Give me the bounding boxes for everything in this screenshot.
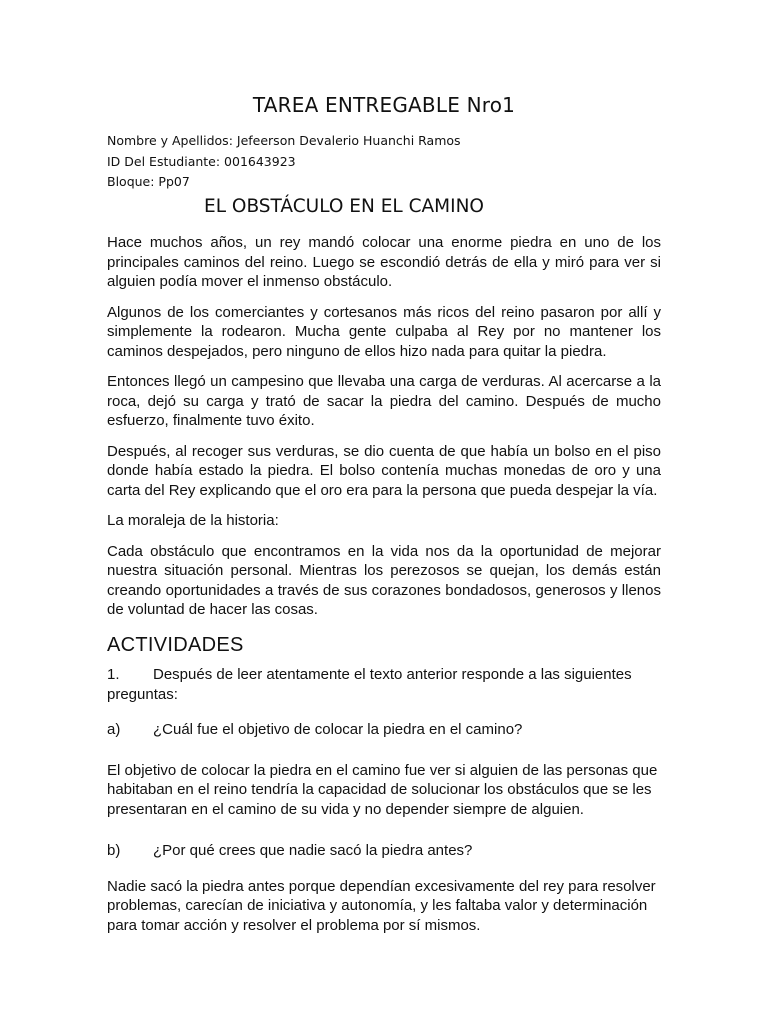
instruction-number: 1. [107, 666, 120, 683]
student-info [107, 131, 461, 193]
question-label: b) [107, 842, 121, 859]
question-text: ¿Cuál fue el objetivo de colocar la piedra en el camino? [153, 721, 523, 738]
answer-a: El objetivo de colocar la piedra en el camino fue ver si alguien de las personas que habitaban en el reino tendría la capacidad de solucionar los obstáculos que se les presentaran en el camino de su vida y no depender siempre de alguien. [107, 761, 658, 818]
activities-heading: ACTIVIDADES [107, 633, 244, 656]
moral-paragraph: Cada obstáculo que encontramos en la vida nos da la oportunidad de mejorar nuestra situación personal. Mientras los perezosos se quejan, los demás están creando oportunidades a través de sus corazones bondadosos, generosos y llenos de voluntad de hacer las cosas. [107, 542, 661, 618]
story-paragraph: Hace muchos años, un rey mandó colocar una enorme piedra en uno de los principales caminos del reino. Luego se escondió detrás de ella y miró para ver si alguien podía mover el inmenso obstáculo. [107, 234, 661, 290]
question-text: ¿Por qué crees que nadie sacó la piedra antes? [153, 842, 473, 859]
student-name: Nombre y Apellidos: Jefeerson Devalerio Huanchi Ramos [107, 133, 461, 148]
moral-label: La moraleja de la historia: [107, 512, 279, 529]
student-block: Bloque: Pp07 [107, 174, 190, 189]
answer-b: Nadie sacó la piedra antes porque dependían excesivamente del rey para resolver problemas, carecían de iniciativa y autonomía, y les faltaba valor y determinación para tomar acción y resolver el problema por sí mismos. [107, 877, 656, 934]
document-body [107, 233, 661, 946]
story-paragraph: Después, al recoger sus verduras, se dio cuenta de que había un bolso en el piso donde había estado la piedra. El bolso contenía muchas monedas de oro y una carta del Rey explicando que el oro era para la persona que pueda despejar la vía. [107, 442, 661, 499]
story-paragraph: Entonces llegó un campesino que llevaba una carga de verduras. Al acercarse a la roca, dejó su carga y trató de sacar la piedra del camino. Después de mucho esfuerzo, finalmente tuvo éxito. [107, 373, 661, 429]
question-a [107, 720, 661, 740]
question-b [107, 841, 661, 861]
student-id: ID Del Estudiante: 001643923 [107, 153, 296, 169]
story-title: EL OBSTÁCULO EN EL CAMINO [204, 196, 484, 217]
question-label: a) [107, 721, 121, 738]
assignment-title: TAREA ENTREGABLE Nro1 [252, 93, 516, 117]
activity-instruction [107, 665, 661, 704]
story-paragraph: Algunos de los comerciantes y cortesanos más ricos del reino pasaron por allí y simplemente la rodearon. Mucha gente culpaba al Rey por no mantener los caminos despejados, pero ninguno de ellos hizo nada para quitar la piedra. [107, 303, 661, 360]
instruction-text: Después de leer atentamente el texto anterior responde a las siguientes preguntas: [107, 666, 632, 703]
